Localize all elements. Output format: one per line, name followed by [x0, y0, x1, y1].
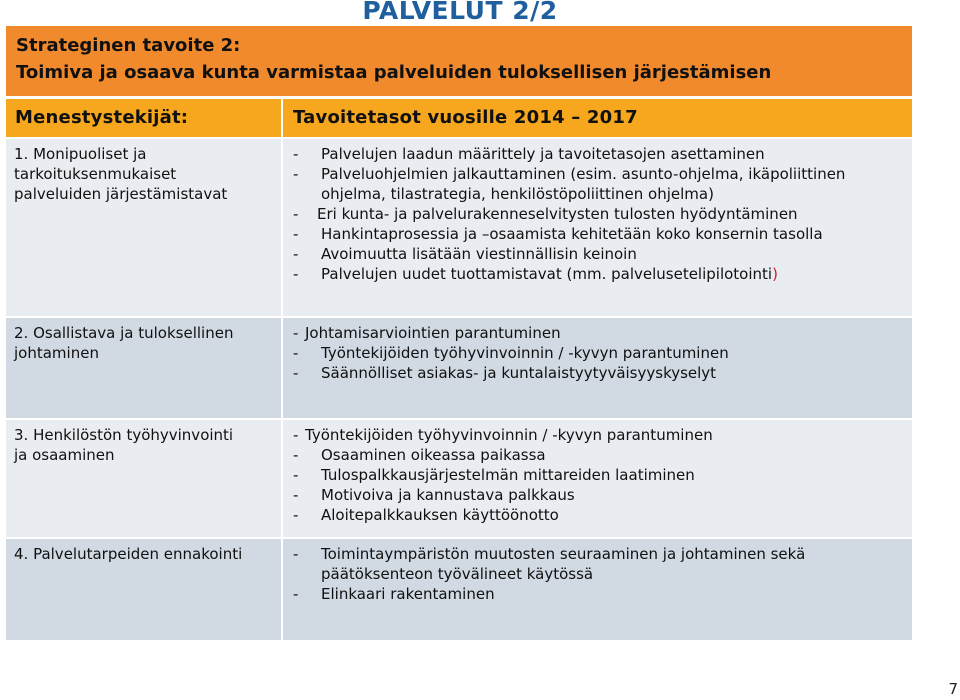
goals-table: [6, 99, 912, 640]
list-item: - Työntekijöiden työhyvinvoinnin / -kyvyn parantuminen: [293, 344, 729, 362]
table-row: [6, 318, 912, 418]
slide-title: PALVELUT 2/2: [362, 0, 558, 25]
success-factor-3: 3. Henkilöstön työhyvinvointi ja osaaminen: [6, 420, 281, 537]
list-item: - Toimintaympäristön muutosten seuraaminen ja johtaminen sekä päätöksenteon työvälineet käytössä: [293, 545, 806, 583]
list-item: - Palvelujen laadun määrittely ja tavoitetasojen asettaminen: [293, 145, 765, 163]
list-item: - Palveluohjelmien jalkauttaminen (esim. asunto-ohjelma, ikäpoliittinen ohjelma, tilastrategia, henkilöstöpoliittinen ohjelma): [293, 165, 846, 203]
target-list: [283, 539, 912, 604]
target-levels-3: [281, 420, 912, 537]
target-list: [283, 318, 912, 383]
list-item: - Hankintaprosessia ja –osaamista kehitetään koko konsernin tasolla: [293, 225, 823, 243]
success-factor-2: 2. Osallistava ja tuloksellinen johtaminen: [6, 318, 281, 418]
closing-paren: ): [772, 265, 778, 283]
list-item: - Tulospalkkausjärjestelmän mittareiden laatiminen: [293, 466, 695, 484]
success-factor-4: 4. Palvelutarpeiden ennakointi: [6, 539, 281, 640]
target-list: [283, 420, 912, 525]
list-item: - Eri kunta- ja palvelurakenneselvitysten tulosten hyödyntäminen: [293, 205, 798, 223]
target-list: [283, 139, 912, 284]
list-item: - Avoimuutta lisätään viestinnällisin keinoin: [293, 245, 637, 263]
table-row: [6, 420, 912, 537]
header-success-factors: Menestystekijät:: [15, 107, 189, 128]
target-levels-2: [281, 318, 912, 418]
strategic-goal-banner: [6, 26, 912, 96]
list-item: - Osaaminen oikeassa paikassa: [293, 446, 546, 464]
header-target-levels: Tavoitetasot vuosille 2014 – 2017: [281, 99, 912, 137]
target-levels-4: [281, 539, 912, 640]
success-factor-1: 1. Monipuoliset ja tarkoituksenmukaiset palveluiden järjestämistavat: [6, 139, 281, 316]
list-item: - Palvelujen uudet tuottamistavat (mm. palvelusetelipilotointi): [293, 265, 778, 283]
list-item: - Elinkaari rakentaminen: [293, 585, 495, 603]
strategic-goal-statement: Toimiva ja osaava kunta varmistaa palveluiden tuloksellisen järjestämisen: [16, 62, 772, 83]
strategic-goal-heading: Strateginen tavoite 2:: [16, 35, 241, 56]
target-levels-1: [281, 139, 912, 316]
list-item: - Aloitepalkkauksen käyttöönotto: [293, 506, 559, 524]
table-header-row: [6, 99, 912, 137]
list-item: - Motivoiva ja kannustava palkkaus: [293, 486, 575, 504]
list-item: - Johtamisarviointien parantuminen: [293, 324, 561, 342]
table-row: [6, 539, 912, 640]
page-number: 7: [948, 680, 958, 698]
list-item: - Työntekijöiden työhyvinvoinnin / -kyvyn parantuminen: [293, 426, 713, 444]
list-item: - Säännölliset asiakas- ja kuntalaistyytyväisyyskyselyt: [293, 364, 717, 382]
table-row: [6, 139, 912, 316]
